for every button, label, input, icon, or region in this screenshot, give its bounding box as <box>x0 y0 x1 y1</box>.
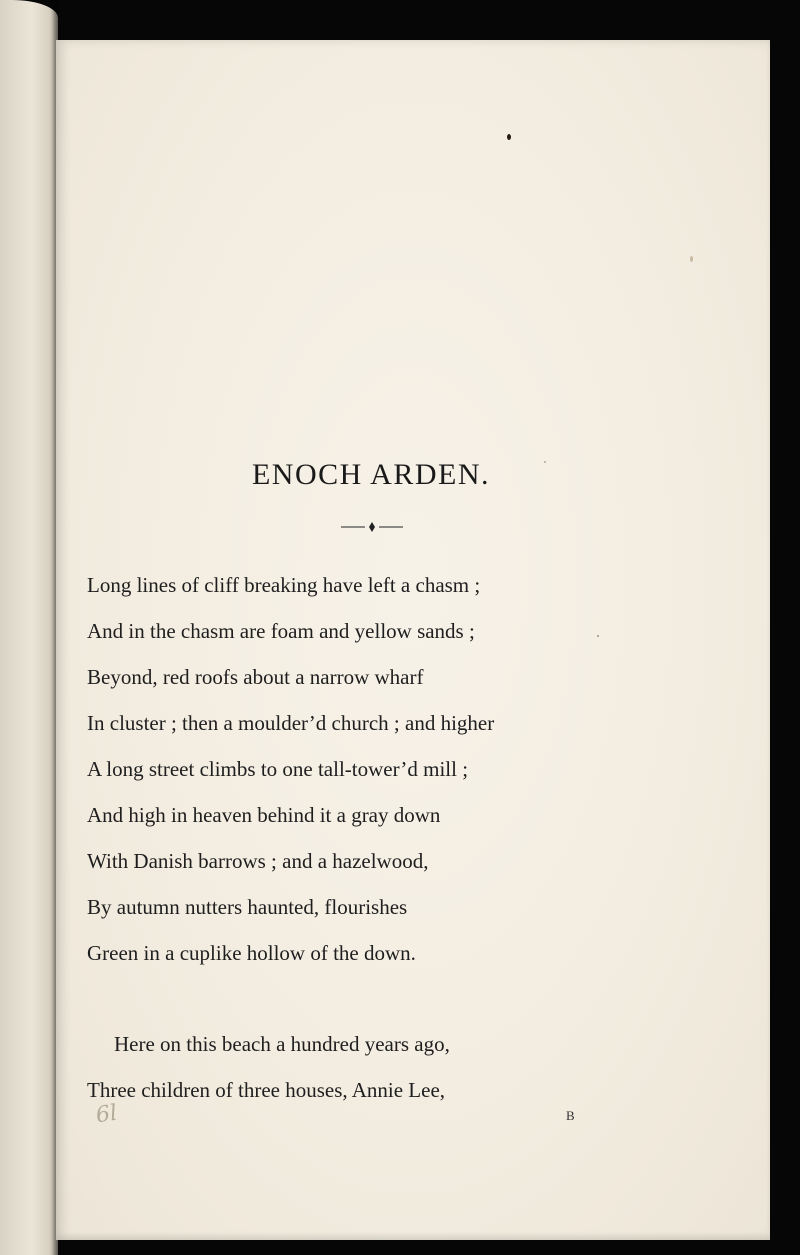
left-page-edge <box>0 0 58 1255</box>
ink-speck <box>507 134 511 140</box>
paper-blemish <box>690 256 693 262</box>
poem-line: With Danish barrows ; and a hazelwood, <box>87 849 429 873</box>
poem-line: And in the chasm are foam and yellow sands ; <box>87 619 475 643</box>
book-page <box>56 40 770 1240</box>
poem-line: A long street climbs to one tall-tower’d mill ; <box>87 757 469 781</box>
poem-line: Beyond, red roofs about a narrow wharf <box>87 665 424 689</box>
stanza-gap <box>87 976 647 1021</box>
poem-line: Long lines of cliff breaking have left a chasm ; <box>87 573 481 597</box>
poem-line: Here on this beach a hundred years ago, <box>114 1032 450 1056</box>
poem-line: And high in heaven behind it a gray down <box>87 803 441 827</box>
poem-title: ENOCH ARDEN. <box>251 458 490 491</box>
poem-line: By autumn nutters haunted, flourishes <box>87 895 408 919</box>
signature-mark: B <box>566 1108 575 1123</box>
poem-line: In cluster ; then a moulder’d church ; and higher <box>87 711 495 735</box>
poem-line: Three children of three houses, Annie Lee, <box>87 1078 446 1102</box>
title-ornament <box>341 521 403 533</box>
poem-line: Green in a cuplike hollow of the down. <box>87 941 416 965</box>
pencil-note: 6l <box>94 1100 119 1129</box>
poem-text <box>87 562 647 1113</box>
